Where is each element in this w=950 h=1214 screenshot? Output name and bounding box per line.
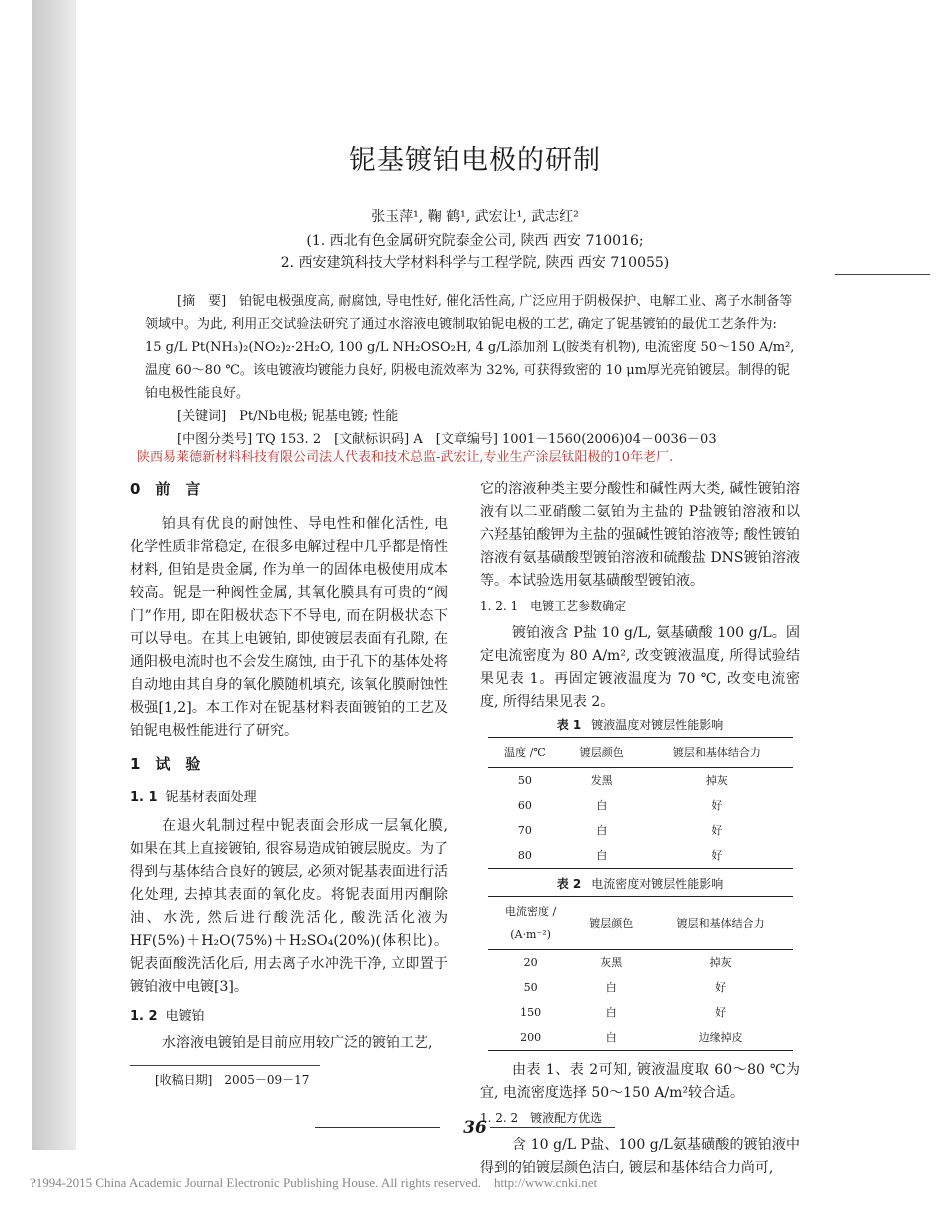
section-1-2-1-heading: 1. 2. 1 电镀工艺参数确定 — [480, 599, 627, 613]
table-row: 200 白 边缘掉皮 — [488, 1025, 793, 1051]
header-rule — [835, 274, 930, 275]
abstract-block — [145, 290, 795, 451]
table-2-caption: 表 2 电流密度对镀层性能影响 — [556, 877, 724, 891]
promo-line: 陕西易莱德新材料科技有限公司法人代表和技术总监-武宏让,专业生产涂层钛阳极的10年老厂. — [137, 450, 674, 465]
table-1 — [488, 737, 793, 869]
table-row: 50 发黑 掉灰 — [517, 774, 728, 787]
sidebar-journal-text — [70, 237, 114, 937]
sidebar-journal-name: Materials Protection — [74, 278, 110, 627]
affiliation-1: (1. 西北有色金属研究院泰金公司, 陕西 西安 710016; — [306, 233, 644, 249]
intro-paragraph: 铂具有优良的耐蚀性、导电性和催化活性, 电化学性质非常稳定, 在很多电解过程中几乎都是惰性材料, 但铂是贵金属, 作为单一的固体电极使用成本较高。铌是一种阀性金属, 其氧化膜具有可贵的“阀门”作用, 即在阳极状态下不导电, 而在阴极状态下可以导电。在其上电镀铂, 即使镀层表面有孔隙, 在通阳极电流时也不会发生腐蚀, 由于孔下的基体处将自动地由其自身的氧化膜随机填充, 该氧化膜耐蚀性极强[1,2]。本工作对在铌基材料表面镀铂的工艺及铂铌电极性能进行了研究。 — [130, 516, 448, 739]
table-2-header: 镀层和基体结合力 — [649, 897, 793, 950]
keywords: Pt/Nb电极; 铌基电镀; 性能 — [239, 409, 399, 424]
abstract-label: [摘 要] — [177, 294, 227, 309]
table-1-caption: 表 1 镀液温度对镀层性能影响 — [556, 718, 724, 732]
table-row: 150 白 好 — [520, 1006, 727, 1019]
classification-line: [中图分类号] TQ 153. 2 [文献标识码] A [文章编号] 1001－1560(2006)04－0036－03 — [177, 432, 717, 447]
section-1-2-2-heading: 1. 2. 2 镀液配方优选 — [480, 1111, 603, 1125]
section-1-heading: 1 试 验 — [130, 755, 201, 773]
copyright-footer: ?1994-2015 China Academic Journal Electronic Publishing House. All rights reserved. http://www.cnki.net — [30, 1175, 598, 1190]
section-1-2-number: 1. 2 — [130, 1009, 158, 1024]
solution-types-paragraph: 它的溶液种类主要分酸性和碱性两大类, 碱性镀铂溶液有以二亚硝酸二氨铂为主盐的 P盐镀铂溶液和以六羟基铂酸钾为主盐的强碱性镀铂溶液等; 酸性镀铂溶液有氨基磺酸型镀铂溶液和硫酸盐 DNS镀铂溶液等。本试验选用氨基磺酸型镀铂液。 — [480, 481, 800, 589]
table-row: 80 白 好 — [488, 843, 793, 869]
table-2-header: 镀层颜色 — [574, 897, 649, 950]
section-0-heading: 0 前 言 — [130, 480, 201, 498]
table-row: 70 白 好 — [517, 824, 723, 837]
section-1-1-heading: 铌基材表面处理 — [165, 790, 257, 805]
affiliation-2: 2. 西安建筑科技大学材料科学与工程学院, 陕西 西安 710055) — [280, 255, 670, 271]
table-2-header: 电流密度 / (A·m⁻²) — [488, 897, 574, 950]
table-row: 60 白 好 — [517, 799, 723, 812]
authors: 张玉萍¹, 鞠 鹤¹, 武宏让¹, 武志红² — [371, 209, 579, 225]
surface-treatment-paragraph: 在退火轧制过程中铌表面会形成一层氧化膜, 如果在其上直接镀铂, 很容易造成铂镀层脱皮。为了得到与基体结合良好的镀层, 必须对铌基表面进行活化处理, 去掉其表面的氧化皮。将铌表面用丙酮除油、水洗, 然后进行酸洗活化, 酸洗活化液为 HF(5%)＋H₂O(75%)＋H₂SO₄(20%)(体积比)。铌表面酸洗活化后, 用去离子水冲洗干净, 立即置于镀铂液中电镀[3]。 — [130, 818, 448, 995]
sidebar-issue-date: Apr. 2006 Vol.39 No.4 — [84, 632, 100, 830]
electroplating-paragraph: 水溶液电镀铂是目前应用较广泛的镀铂工艺, — [162, 1035, 433, 1051]
footnote-rule — [130, 1065, 320, 1066]
paper-title: 铌基镀铂电极的研制 — [349, 145, 601, 176]
keywords-label: [关键词] — [177, 409, 227, 424]
abstract-text: 铂铌电极强度高, 耐腐蚀, 导电性好, 催化活性高, 广泛应用于阴极保护、电解工业、离子水制备等领域中。为此, 利用正交试验法研究了通过水溶液电镀制取铂铌电极的工艺, 确定了铌基镀铂的最优工艺条件为: 15 g/L Pt(NH₃)₂(NO₂)₂·2H₂O, 100 g/L NH₂OSO₂H, 4 g/L添加剂 L(胺类有机物), 电流密度 50～150 A/m², 温度 60～80 ℃。该电镀液均镀能力良好, 阴极电流效率为 32%, 可获得致密的 10 μm厚光亮铂镀层。制得的铌铂电极性能良好。 — [145, 294, 795, 401]
table-1-header: 镀层和基体结合力 — [641, 738, 792, 768]
section-1-2-heading: 电镀铂 — [165, 1009, 205, 1024]
formula-paragraph: 含 10 g/L P盐、100 g/L氨基磺酸的镀铂液中得到的铂镀层颜色洁白, 镀层和基体结合力尚可, — [480, 1137, 800, 1176]
parameter-paragraph: 镀铂液含 P盐 10 g/L, 氨基磺酸 100 g/L。固定电流密度为 80 A/m², 改变镀液温度, 所得试验结果见表 1。再固定镀液温度为 70 ℃, 改变电流密度, 所得结果见表 2。 — [480, 625, 800, 710]
table-row: 20 灰黑 掉灰 — [523, 956, 732, 969]
table-1-header: 镀层颜色 — [562, 738, 641, 768]
left-column — [130, 478, 448, 1055]
table-2 — [488, 896, 793, 1051]
right-column — [480, 478, 800, 1180]
page-number-rule-right — [490, 1127, 615, 1128]
sidebar-divider — [92, 836, 93, 896]
page-number: 36 — [463, 1118, 487, 1138]
table-1-header: 温度 /℃ — [488, 738, 563, 768]
received-date: [收稿日期] 2005－09－17 — [155, 1073, 310, 1087]
section-1-1-number: 1. 1 — [130, 790, 158, 805]
table-row: 50 白 好 — [523, 981, 727, 994]
conclusion-paragraph: 由表 1、表 2可知, 镀液温度取 60～80 ℃为宜, 电流密度选择 50～150 A/m²较合适。 — [480, 1062, 800, 1101]
